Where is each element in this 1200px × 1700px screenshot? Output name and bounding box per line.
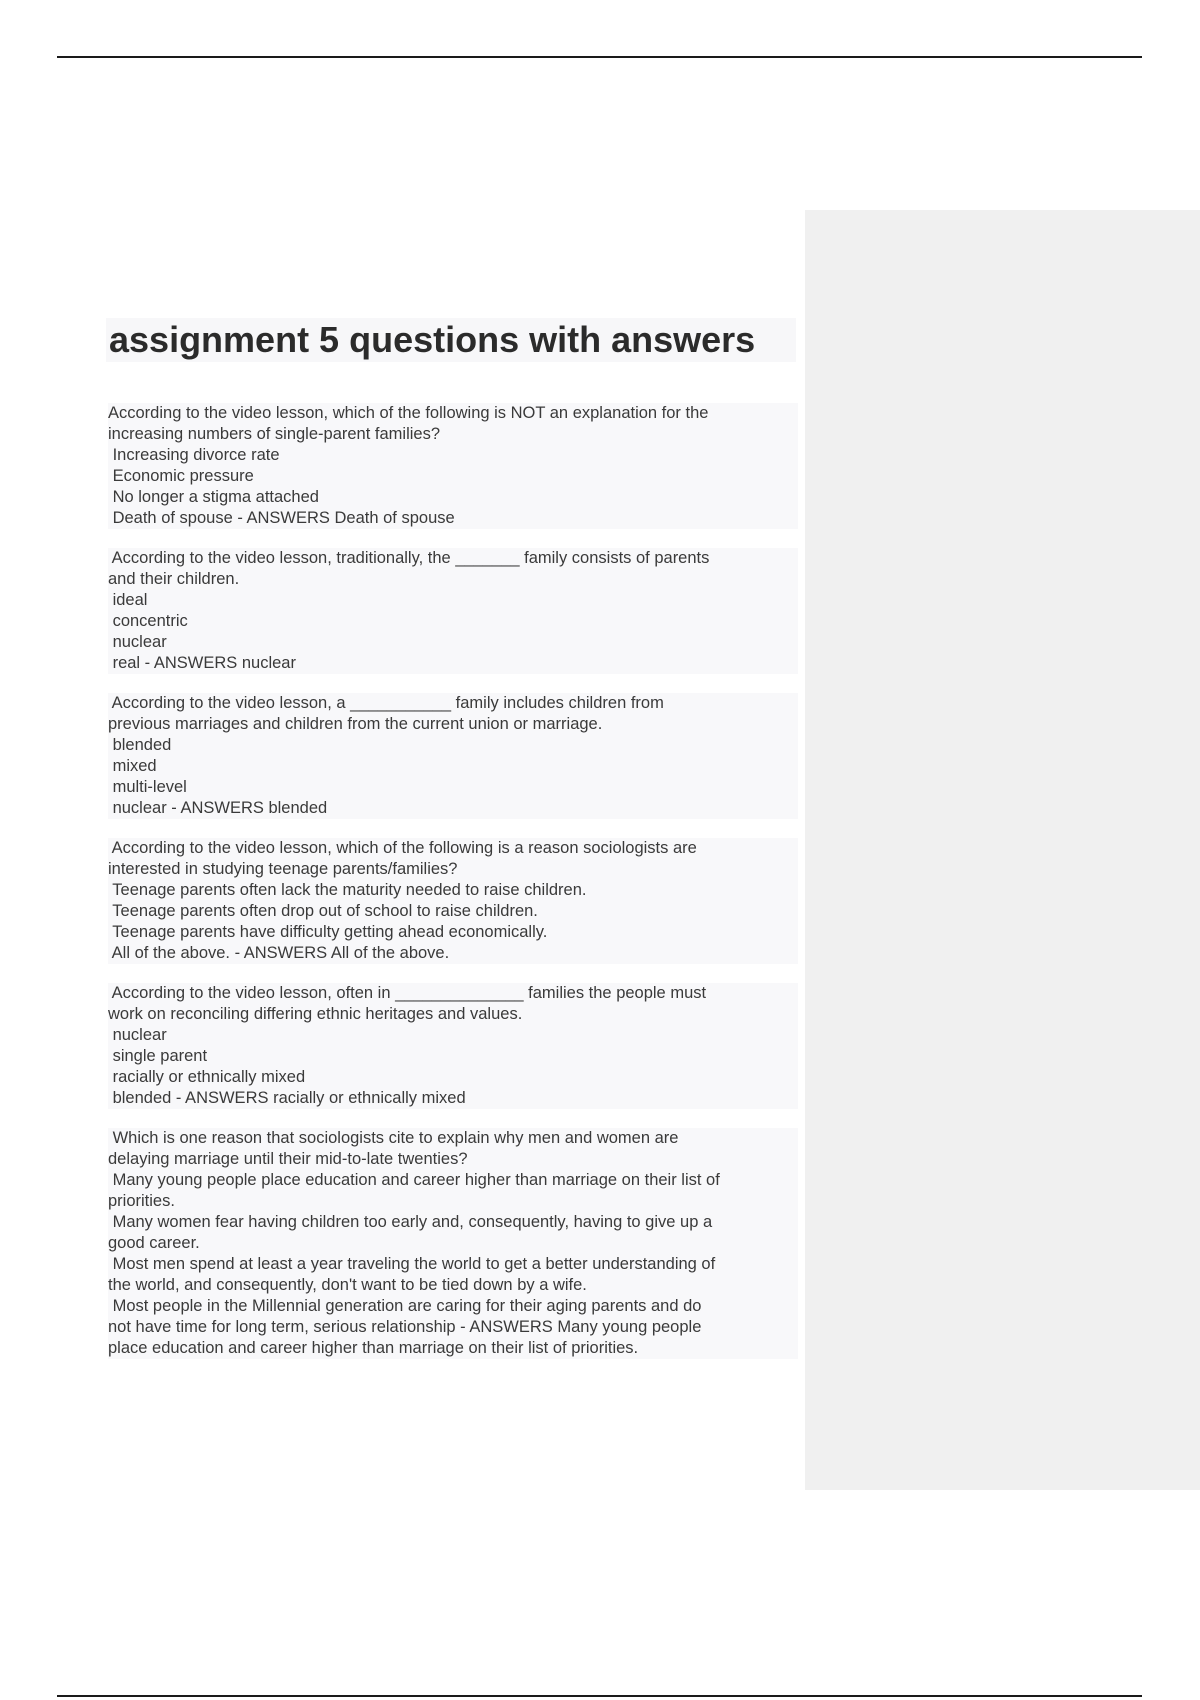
question-line: interested in studying teenage parents/families?	[108, 859, 798, 880]
question-line: Most people in the Millennial generation are caring for their aging parents and do	[108, 1296, 798, 1317]
questions-list	[108, 403, 798, 1378]
question-line: multi-level	[108, 777, 798, 798]
question-line: Most men spend at least a year traveling the world to get a better understanding of	[108, 1254, 798, 1275]
document-title: assignment 5 questions with answers	[106, 318, 796, 362]
question-line: concentric	[108, 611, 798, 632]
question-line: ideal	[108, 590, 798, 611]
question-text: Which is one reason that sociologists cite to explain why men and women are	[108, 1128, 798, 1149]
question-line: single parent	[108, 1046, 798, 1067]
question-line: blended	[108, 735, 798, 756]
comment-pane	[805, 210, 1200, 1490]
question-block	[108, 838, 798, 964]
question-line: work on reconciling differing ethnic heritages and values.	[108, 1004, 798, 1025]
question-line: Many young people place education and career higher than marriage on their list of	[108, 1170, 798, 1191]
question-text: According to the video lesson, which of the following is a reason sociologists are	[108, 838, 798, 859]
bottom-rule	[57, 1695, 1142, 1697]
question-line: increasing numbers of single-parent families?	[108, 424, 798, 445]
question-line: blended - ANSWERS racially or ethnically mixed	[108, 1088, 798, 1109]
top-rule	[57, 56, 1142, 58]
question-line: place education and career higher than marriage on their list of priorities.	[108, 1338, 798, 1359]
question-line: Teenage parents often drop out of school to raise children.	[108, 901, 798, 922]
question-line: Increasing divorce rate	[108, 445, 798, 466]
question-line: previous marriages and children from the current union or marriage.	[108, 714, 798, 735]
question-text: According to the video lesson, often in ______________ families the people must	[108, 983, 798, 1004]
question-block	[108, 693, 798, 819]
question-line: good career.	[108, 1233, 798, 1254]
question-line: and their children.	[108, 569, 798, 590]
question-line: Teenage parents have difficulty getting ahead economically.	[108, 922, 798, 943]
question-block	[108, 548, 798, 674]
question-block	[108, 1128, 798, 1359]
question-line: nuclear	[108, 1025, 798, 1046]
question-line: No longer a stigma attached	[108, 487, 798, 508]
question-text: According to the video lesson, a ___________ family includes children from	[108, 693, 798, 714]
question-line: not have time for long term, serious relationship - ANSWERS Many young people	[108, 1317, 798, 1338]
question-line: the world, and consequently, don't want to be tied down by a wife.	[108, 1275, 798, 1296]
question-line: delaying marriage until their mid-to-late twenties?	[108, 1149, 798, 1170]
question-line: real - ANSWERS nuclear	[108, 653, 798, 674]
question-line: racially or ethnically mixed	[108, 1067, 798, 1088]
question-text: According to the video lesson, which of the following is NOT an explanation for the	[108, 403, 798, 424]
question-line: nuclear	[108, 632, 798, 653]
question-line: priorities.	[108, 1191, 798, 1212]
question-line: mixed	[108, 756, 798, 777]
question-line: Economic pressure	[108, 466, 798, 487]
question-block	[108, 403, 798, 529]
question-line: Death of spouse - ANSWERS Death of spouse	[108, 508, 798, 529]
question-text: According to the video lesson, traditionally, the _______ family consists of parents	[108, 548, 798, 569]
question-line: nuclear - ANSWERS blended	[108, 798, 798, 819]
question-line: Many women fear having children too early and, consequently, having to give up a	[108, 1212, 798, 1233]
question-line: All of the above. - ANSWERS All of the above.	[108, 943, 798, 964]
question-block	[108, 983, 798, 1109]
question-line: Teenage parents often lack the maturity needed to raise children.	[108, 880, 798, 901]
